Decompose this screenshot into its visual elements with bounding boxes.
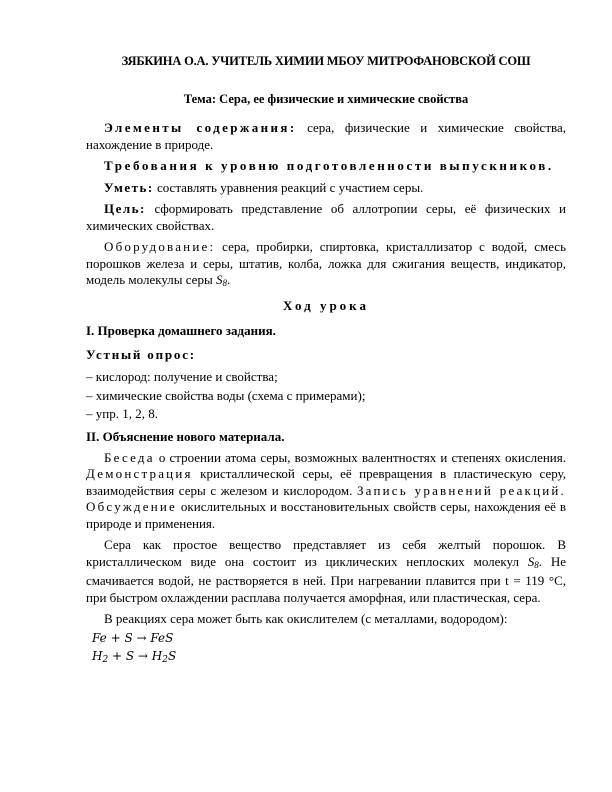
- equation-h2-s: [92, 649, 566, 665]
- conversation-label: Беседа: [104, 449, 155, 465]
- equipment-formula-sub: 8: [222, 278, 227, 288]
- survey-label: Устный опрос:: [86, 346, 196, 362]
- equipment-text: сера, пробирки, спиртовка, кристаллизатор с водой, смесь порошков железа и серы, штатив, колба, ложка для сжигания веществ, индикатор, модель молекулы серы: [86, 239, 566, 287]
- equipment-label: Оборудование:: [104, 239, 216, 254]
- eq2-sub: 2: [162, 654, 168, 665]
- content-elements-label: Элементы содержания:: [104, 120, 297, 135]
- conversation-text: о строении атома серы, возможных валентностях и степенях окисления.: [154, 449, 566, 465]
- eq2-part: H: [92, 648, 103, 663]
- requirements-paragraph: [86, 158, 566, 175]
- demonstration-label: Демонстрация: [86, 466, 193, 481]
- equipment-end: .: [226, 272, 231, 287]
- equations-block: [92, 631, 566, 665]
- skills-paragraph: [86, 180, 566, 197]
- s8-formula: S: [527, 553, 535, 569]
- skills-label: Уметь:: [104, 179, 154, 195]
- s8-formula-sub: 8: [534, 559, 539, 570]
- conversation-paragraph: [86, 450, 566, 533]
- sulfur-description-paragraph: [86, 537, 566, 606]
- eq2-part: S: [168, 648, 177, 663]
- section1-title: I. Проверка домашнего задания.: [86, 322, 276, 338]
- equation-fe-s: Fe + S → FeS: [92, 630, 174, 645]
- sulfur-description-text: Сера как простое вещество представляет из себя желтый порошок. В кристаллическом виде она состоит из циклических неплоских молекул: [86, 537, 566, 569]
- equipment-formula: S: [215, 272, 223, 287]
- oxidizer-paragraph: В реакциях сера может быть как окислителем (с металлами, водородом):: [104, 611, 508, 626]
- skills-text: составлять уравнения реакций с участием серы.: [153, 179, 424, 195]
- equations-label: Запись уравнений реакций.: [356, 482, 566, 498]
- lesson-topic: Тема: Сера, ее физические и химические свойства: [183, 92, 469, 106]
- list-item: – химические свойства воды (схема с примерами);: [86, 387, 366, 403]
- eq2-sub: 2: [102, 654, 109, 665]
- goal-paragraph: [86, 201, 566, 234]
- equipment-paragraph: [86, 239, 566, 292]
- sulfur-description-end: . Не смачивается водой, не растворяется в ней. При нагревании плавится при t = 119 °С, при быстром охлаждении расплава получается аморфная, или пластическая, сера.: [86, 553, 566, 605]
- list-item: – упр. 1, 2, 8.: [86, 406, 158, 421]
- eq2-part: + S → H: [108, 648, 163, 663]
- lesson-progress-heading: Ход урока: [283, 297, 369, 313]
- requirements-label: Требования к уровню подготовленности выпускников.: [104, 158, 554, 173]
- document-page: [86, 54, 566, 669]
- list-item: – кислород: получение и свойства;: [86, 369, 278, 384]
- document-header: ЗЯБКИНА О.А. УЧИТЕЛЬ ХИМИИ МБОУ МИТРОФАНОВСКОЙ СОШ: [121, 54, 531, 68]
- content-elements-paragraph: [86, 120, 566, 153]
- goal-label: Цель:: [104, 201, 146, 216]
- discussion-label: Обсуждение: [86, 499, 177, 514]
- content-elements-text: сера, физические и химические свойства, нахождение в природе.: [86, 120, 566, 152]
- demonstration-text: кристаллической серы, её превращения в пластическую серу, взаимодействия серы с железом и кислородом.: [86, 466, 566, 498]
- homework-list: [86, 369, 566, 423]
- goal-text: сформировать представление об аллотропии серы, её физических и химических свойствах.: [86, 201, 566, 233]
- section2-title: II. Объяснение нового материала.: [86, 428, 285, 444]
- discussion-text: окислительных и восстановительных свойств серы, нахождения её в природе и применения.: [86, 499, 566, 531]
- survey-paragraph: [86, 347, 566, 364]
